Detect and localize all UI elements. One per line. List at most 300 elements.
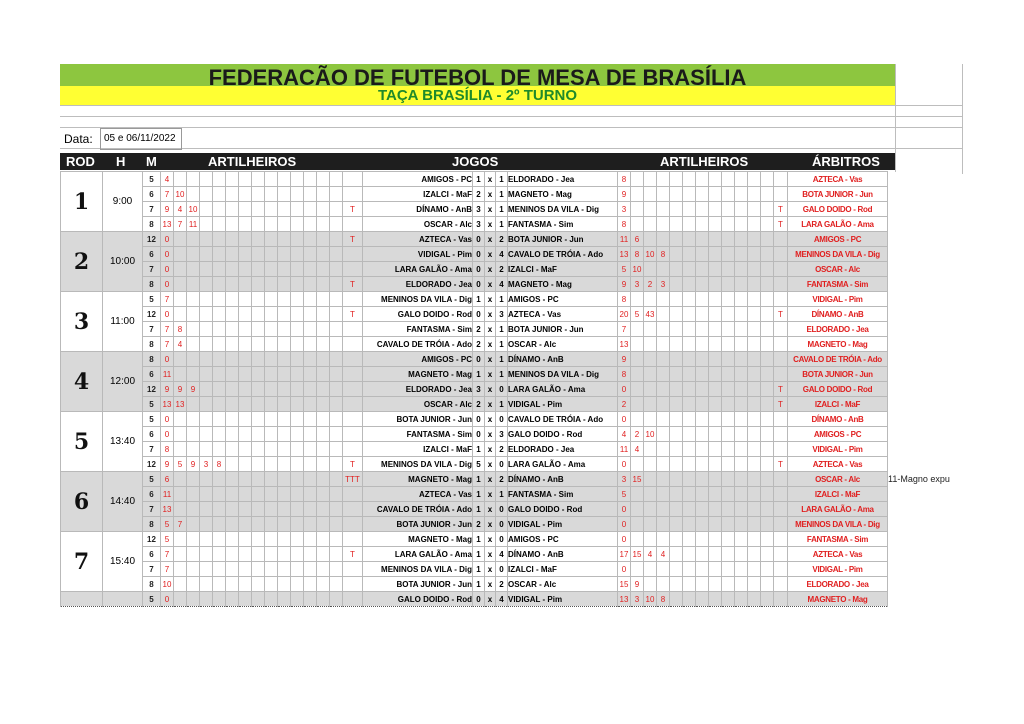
away-scorer-cell bbox=[657, 412, 670, 427]
game-row bbox=[61, 442, 956, 457]
home-scorer-cell bbox=[239, 502, 252, 517]
home-scorer-cell bbox=[200, 577, 213, 592]
score-separator: x bbox=[485, 427, 496, 442]
away-scorer-cell: 13 bbox=[618, 592, 631, 607]
away-scorer-cell bbox=[748, 232, 761, 247]
col-rod: ROD bbox=[66, 154, 95, 169]
home-scorer-cell bbox=[187, 547, 200, 562]
col-h: H bbox=[116, 154, 126, 169]
col-jogos: JOGOS bbox=[452, 154, 499, 169]
away-scorer-cell bbox=[683, 472, 696, 487]
home-scorer-cell bbox=[200, 292, 213, 307]
home-scorer-cell bbox=[278, 262, 291, 277]
home-scorer-cell bbox=[200, 187, 213, 202]
side-note bbox=[888, 367, 956, 382]
home-team: CAVALO DE TRÓIA - Ado bbox=[363, 502, 473, 517]
away-scorer-cell bbox=[657, 532, 670, 547]
away-scorer-cell: 8 bbox=[631, 247, 644, 262]
away-scorer-cell bbox=[631, 457, 644, 472]
away-scorer-cell bbox=[722, 202, 735, 217]
away-scorer-cell bbox=[644, 367, 657, 382]
away-scorer-cell bbox=[748, 397, 761, 412]
home-scorer-cell bbox=[265, 457, 278, 472]
home-scorer-cell bbox=[278, 382, 291, 397]
away-card-cell bbox=[774, 247, 788, 262]
home-scorer-cell bbox=[252, 187, 265, 202]
date-label: Data: bbox=[64, 132, 93, 146]
home-scorer-cell: 5 bbox=[161, 517, 174, 532]
home-scorer-cell bbox=[187, 502, 200, 517]
home-scorer-cell bbox=[252, 577, 265, 592]
home-scorer-cell bbox=[226, 247, 239, 262]
home-scorer-cell: 10 bbox=[174, 187, 187, 202]
home-scorer-cell bbox=[187, 577, 200, 592]
game-row bbox=[61, 412, 956, 427]
home-scorer-cell bbox=[265, 577, 278, 592]
away-team: AMIGOS - PC bbox=[508, 532, 618, 547]
away-scorer-cell bbox=[683, 307, 696, 322]
away-scorer-cell bbox=[644, 352, 657, 367]
home-scorer-cell: 7 bbox=[161, 547, 174, 562]
referee: FANTASMA - Sim bbox=[788, 532, 888, 547]
away-scorer-cell: 8 bbox=[618, 367, 631, 382]
away-scorer-cell bbox=[735, 202, 748, 217]
away-scorer-cell bbox=[735, 427, 748, 442]
away-card-cell: T bbox=[774, 397, 788, 412]
away-scorer-cell bbox=[722, 442, 735, 457]
away-scorer-cell: 0 bbox=[618, 457, 631, 472]
away-scorer-cell bbox=[631, 382, 644, 397]
home-scorer-cell bbox=[239, 472, 252, 487]
home-scorer-cell bbox=[304, 232, 317, 247]
home-scorer-cell bbox=[291, 277, 304, 292]
away-scorer-cell bbox=[696, 577, 709, 592]
side-note bbox=[888, 502, 956, 517]
table-number: 6 bbox=[143, 547, 161, 562]
referee: LARA GALÃO - Ama bbox=[788, 217, 888, 232]
home-scorer-cell bbox=[278, 502, 291, 517]
away-scorer-cell bbox=[709, 217, 722, 232]
round-number: 2 bbox=[61, 232, 103, 292]
away-scorer-cell bbox=[683, 262, 696, 277]
away-scorer-cell bbox=[670, 577, 683, 592]
away-scorer-cell bbox=[696, 457, 709, 472]
away-team: DÍNAMO - AnB bbox=[508, 472, 618, 487]
side-note bbox=[888, 232, 956, 247]
home-scorer-cell bbox=[226, 427, 239, 442]
side-note bbox=[888, 352, 956, 367]
home-scorer-cell: 13 bbox=[161, 502, 174, 517]
home-card-cell bbox=[343, 487, 363, 502]
away-scorer-cell bbox=[696, 187, 709, 202]
home-card-cell bbox=[343, 367, 363, 382]
home-scorer-cell bbox=[317, 172, 330, 187]
home-scorer-cell bbox=[200, 202, 213, 217]
away-team: LARA GALÃO - Ama bbox=[508, 382, 618, 397]
game-row bbox=[61, 262, 956, 277]
home-scorer-cell bbox=[200, 502, 213, 517]
home-scorer-cell bbox=[291, 247, 304, 262]
away-scorer-cell: 2 bbox=[644, 277, 657, 292]
home-scorer-cell bbox=[213, 547, 226, 562]
home-team: BOTA JUNIOR - Jun bbox=[363, 412, 473, 427]
home-scorer-cell bbox=[330, 307, 343, 322]
away-scorer-cell bbox=[683, 487, 696, 502]
away-scorer-cell bbox=[644, 262, 657, 277]
away-scorer-cell: 13 bbox=[618, 247, 631, 262]
home-scorer-cell bbox=[213, 307, 226, 322]
home-scorer-cell bbox=[213, 577, 226, 592]
away-scorer-cell bbox=[761, 382, 774, 397]
home-scorer-cell bbox=[213, 472, 226, 487]
away-scorer-cell bbox=[670, 457, 683, 472]
table-number: 8 bbox=[143, 337, 161, 352]
away-scorer-cell bbox=[657, 307, 670, 322]
away-scorer-cell bbox=[722, 412, 735, 427]
away-scorer-cell bbox=[683, 442, 696, 457]
away-scorer-cell bbox=[748, 562, 761, 577]
away-card-cell bbox=[774, 352, 788, 367]
home-scorer-cell bbox=[291, 322, 304, 337]
away-scorer-cell bbox=[696, 382, 709, 397]
away-scorer-cell bbox=[670, 217, 683, 232]
home-scorer-cell bbox=[226, 397, 239, 412]
home-team: FANTASMA - Sim bbox=[363, 322, 473, 337]
away-scorer-cell bbox=[709, 307, 722, 322]
away-card-cell bbox=[774, 442, 788, 457]
home-scorer-cell bbox=[239, 262, 252, 277]
referee: AMIGOS - PC bbox=[788, 427, 888, 442]
side-note bbox=[888, 202, 956, 217]
away-scorer-cell bbox=[670, 352, 683, 367]
home-scorer-cell bbox=[330, 532, 343, 547]
home-score: 2 bbox=[473, 517, 485, 532]
home-scorer-cell bbox=[200, 322, 213, 337]
table-number: 8 bbox=[143, 217, 161, 232]
home-scorer-cell bbox=[226, 442, 239, 457]
home-scorer-cell bbox=[330, 517, 343, 532]
score-separator: x bbox=[485, 457, 496, 472]
home-scorer-cell bbox=[330, 547, 343, 562]
home-scorer-cell bbox=[252, 517, 265, 532]
away-scorer-cell bbox=[761, 562, 774, 577]
home-scorer-cell bbox=[213, 262, 226, 277]
table-number: 12 bbox=[143, 532, 161, 547]
away-scorer-cell bbox=[735, 577, 748, 592]
away-scorer-cell bbox=[761, 577, 774, 592]
home-scorer-cell bbox=[174, 352, 187, 367]
away-scorer-cell bbox=[670, 472, 683, 487]
away-scorer-cell bbox=[657, 232, 670, 247]
home-scorer-cell bbox=[317, 292, 330, 307]
home-scorer-cell bbox=[278, 457, 291, 472]
away-card-cell bbox=[774, 262, 788, 277]
home-scorer-cell bbox=[291, 577, 304, 592]
home-card-cell bbox=[343, 322, 363, 337]
away-scorer-cell bbox=[644, 517, 657, 532]
home-scorer-cell bbox=[252, 502, 265, 517]
away-scorer-cell bbox=[683, 202, 696, 217]
home-score: 3 bbox=[473, 202, 485, 217]
away-scorer-cell bbox=[670, 562, 683, 577]
home-scorer-cell bbox=[174, 367, 187, 382]
referee: AMIGOS - PC bbox=[788, 232, 888, 247]
home-scorer-cell: 9 bbox=[187, 382, 200, 397]
away-scorer-cell bbox=[631, 532, 644, 547]
home-scorer-cell: 8 bbox=[174, 322, 187, 337]
home-scorer-cell: 7 bbox=[161, 337, 174, 352]
side-note bbox=[888, 277, 956, 292]
away-scorer-cell bbox=[644, 382, 657, 397]
home-scorer-cell bbox=[252, 562, 265, 577]
home-scorer-cell bbox=[239, 307, 252, 322]
referee: OSCAR - Alc bbox=[788, 472, 888, 487]
home-scorer-cell bbox=[239, 517, 252, 532]
home-scorer-cell bbox=[239, 232, 252, 247]
game-row bbox=[61, 232, 956, 247]
col-m: M bbox=[146, 154, 157, 169]
game-row bbox=[61, 397, 956, 412]
home-scorer-cell bbox=[278, 412, 291, 427]
away-scorer-cell bbox=[761, 187, 774, 202]
away-scorer-cell: 2 bbox=[631, 427, 644, 442]
away-scorer-cell: 0 bbox=[618, 517, 631, 532]
away-scorer-cell bbox=[709, 562, 722, 577]
referee: MENINOS DA VILA - Dig bbox=[788, 517, 888, 532]
away-scorer-cell: 9 bbox=[618, 187, 631, 202]
away-scorer-cell bbox=[696, 337, 709, 352]
away-scorer-cell bbox=[670, 367, 683, 382]
home-scorer-cell bbox=[174, 247, 187, 262]
side-note bbox=[888, 532, 956, 547]
home-team: ELDORADO - Jea bbox=[363, 382, 473, 397]
game-row bbox=[61, 502, 956, 517]
home-scorer-cell bbox=[200, 172, 213, 187]
table-number: 5 bbox=[143, 292, 161, 307]
away-scorer-cell: 0 bbox=[618, 562, 631, 577]
game-row bbox=[61, 322, 956, 337]
away-scorer-cell: 5 bbox=[631, 307, 644, 322]
home-scorer-cell bbox=[317, 262, 330, 277]
home-score: 1 bbox=[473, 562, 485, 577]
home-scorer-cell: 0 bbox=[161, 427, 174, 442]
away-scorer-cell bbox=[722, 532, 735, 547]
away-scorer-cell bbox=[657, 487, 670, 502]
home-scorer-cell bbox=[226, 472, 239, 487]
home-team: MAGNETO - Mag bbox=[363, 532, 473, 547]
home-scorer-cell bbox=[265, 547, 278, 562]
home-scorer-cell: 4 bbox=[174, 202, 187, 217]
round-number: 1 bbox=[61, 172, 103, 232]
home-scorer-cell bbox=[317, 532, 330, 547]
away-scorer-cell bbox=[748, 487, 761, 502]
home-score: 1 bbox=[473, 472, 485, 487]
home-scorer-cell bbox=[226, 292, 239, 307]
home-scorer-cell bbox=[304, 337, 317, 352]
away-scorer-cell bbox=[761, 292, 774, 307]
away-scorer-cell bbox=[644, 187, 657, 202]
away-scorer-cell bbox=[657, 187, 670, 202]
home-scorer-cell bbox=[330, 187, 343, 202]
away-scorer-cell bbox=[722, 247, 735, 262]
away-scorer-cell bbox=[748, 457, 761, 472]
home-scorer-cell: 5 bbox=[174, 457, 187, 472]
away-score: 4 bbox=[496, 547, 508, 562]
score-separator: x bbox=[485, 487, 496, 502]
home-scorer-cell bbox=[187, 397, 200, 412]
away-score: 1 bbox=[496, 367, 508, 382]
table-number: 5 bbox=[143, 592, 161, 607]
away-scorer-cell bbox=[722, 382, 735, 397]
home-scorer-cell bbox=[226, 487, 239, 502]
away-scorer-cell bbox=[683, 457, 696, 472]
home-scorer-cell bbox=[291, 532, 304, 547]
away-scorer-cell: 9 bbox=[631, 577, 644, 592]
side-note bbox=[888, 517, 956, 532]
home-scorer-cell bbox=[304, 502, 317, 517]
home-scorer-cell bbox=[291, 367, 304, 382]
home-scorer-cell bbox=[252, 292, 265, 307]
home-scorer-cell bbox=[317, 367, 330, 382]
away-scorer-cell bbox=[761, 397, 774, 412]
away-scorer-cell bbox=[761, 517, 774, 532]
home-card-cell bbox=[343, 442, 363, 457]
home-scorer-cell bbox=[330, 262, 343, 277]
away-scorer-cell bbox=[748, 172, 761, 187]
home-scorer-cell bbox=[317, 592, 330, 607]
away-card-cell: T bbox=[774, 382, 788, 397]
home-scorer-cell: 0 bbox=[161, 307, 174, 322]
home-team: MENINOS DA VILA - Dig bbox=[363, 457, 473, 472]
away-scorer-cell bbox=[683, 427, 696, 442]
away-scorer-cell: 4 bbox=[657, 547, 670, 562]
home-scorer-cell bbox=[317, 487, 330, 502]
home-scorer-cell bbox=[213, 562, 226, 577]
away-scorer-cell bbox=[709, 352, 722, 367]
away-scorer-cell bbox=[722, 217, 735, 232]
home-scorer-cell bbox=[252, 352, 265, 367]
home-scorer-cell bbox=[213, 352, 226, 367]
away-scorer-cell bbox=[735, 217, 748, 232]
away-scorer-cell bbox=[644, 172, 657, 187]
home-scorer-cell bbox=[213, 532, 226, 547]
home-scorer-cell bbox=[174, 412, 187, 427]
side-note bbox=[888, 322, 956, 337]
away-scorer-cell bbox=[644, 457, 657, 472]
home-scorer-cell bbox=[278, 322, 291, 337]
referee: MENINOS DA VILA - Dig bbox=[788, 247, 888, 262]
home-scorer-cell bbox=[174, 307, 187, 322]
away-scorer-cell bbox=[722, 337, 735, 352]
home-card-cell: TTT bbox=[343, 472, 363, 487]
away-scorer-cell bbox=[696, 502, 709, 517]
away-scorer-cell bbox=[696, 592, 709, 607]
home-scorer-cell: 0 bbox=[161, 412, 174, 427]
home-score: 1 bbox=[473, 547, 485, 562]
away-scorer-cell bbox=[761, 547, 774, 562]
home-scorer-cell bbox=[330, 232, 343, 247]
away-scorer-cell bbox=[683, 217, 696, 232]
away-scorer-cell bbox=[722, 322, 735, 337]
table-number: 5 bbox=[143, 412, 161, 427]
away-scorer-cell bbox=[696, 262, 709, 277]
away-scorer-cell bbox=[735, 322, 748, 337]
away-scorer-cell: 20 bbox=[618, 307, 631, 322]
score-separator: x bbox=[485, 412, 496, 427]
away-score: 1 bbox=[496, 187, 508, 202]
away-scorer-cell bbox=[735, 307, 748, 322]
home-scorer-cell bbox=[304, 352, 317, 367]
away-card-cell bbox=[774, 367, 788, 382]
away-scorer-cell bbox=[761, 202, 774, 217]
home-scorer-cell bbox=[304, 577, 317, 592]
away-score: 1 bbox=[496, 337, 508, 352]
side-note bbox=[888, 442, 956, 457]
home-scorer-cell bbox=[304, 382, 317, 397]
home-scorer-cell bbox=[317, 517, 330, 532]
away-scorer-cell bbox=[657, 577, 670, 592]
away-score: 0 bbox=[496, 457, 508, 472]
home-scorer-cell bbox=[291, 187, 304, 202]
referee: AZTECA - Vas bbox=[788, 457, 888, 472]
away-scorer-cell bbox=[644, 442, 657, 457]
away-scorer-cell bbox=[696, 562, 709, 577]
away-scorer-cell bbox=[722, 352, 735, 367]
referee: LARA GALÃO - Ama bbox=[788, 502, 888, 517]
referee: DÍNAMO - AnB bbox=[788, 412, 888, 427]
referee: IZALCI - MaF bbox=[788, 397, 888, 412]
away-scorer-cell: 6 bbox=[631, 232, 644, 247]
home-team: IZALCI - MaF bbox=[363, 187, 473, 202]
home-scorer-cell bbox=[213, 322, 226, 337]
away-scorer-cell bbox=[644, 472, 657, 487]
away-team: MENINOS DA VILA - Dig bbox=[508, 367, 618, 382]
home-scorer-cell bbox=[174, 577, 187, 592]
referee: FANTASMA - Sim bbox=[788, 277, 888, 292]
away-score: 1 bbox=[496, 202, 508, 217]
home-scorer-cell bbox=[187, 427, 200, 442]
away-card-cell bbox=[774, 517, 788, 532]
away-scorer-cell: 4 bbox=[631, 442, 644, 457]
away-scorer-cell bbox=[709, 292, 722, 307]
away-scorer-cell bbox=[748, 517, 761, 532]
home-score: 0 bbox=[473, 427, 485, 442]
away-scorer-cell bbox=[683, 277, 696, 292]
home-scorer-cell bbox=[330, 397, 343, 412]
away-scorer-cell bbox=[735, 397, 748, 412]
home-scorer-cell bbox=[330, 442, 343, 457]
referee: MAGNETO - Mag bbox=[788, 337, 888, 352]
home-scorer-cell bbox=[304, 262, 317, 277]
home-card-cell bbox=[343, 412, 363, 427]
home-team: GALO DOIDO - Rod bbox=[363, 592, 473, 607]
away-scorer-cell: 0 bbox=[618, 532, 631, 547]
away-scorer-cell bbox=[696, 397, 709, 412]
home-scorer-cell bbox=[226, 517, 239, 532]
score-separator: x bbox=[485, 262, 496, 277]
home-scorer-cell bbox=[213, 367, 226, 382]
away-score: 3 bbox=[496, 307, 508, 322]
home-scorer-cell bbox=[317, 502, 330, 517]
home-scorer-cell bbox=[200, 397, 213, 412]
away-team: ELDORADO - Jea bbox=[508, 442, 618, 457]
home-scorer-cell bbox=[330, 382, 343, 397]
score-separator: x bbox=[485, 502, 496, 517]
away-scorer-cell bbox=[761, 217, 774, 232]
away-scorer-cell bbox=[709, 472, 722, 487]
away-scorer-cell bbox=[709, 397, 722, 412]
home-scorer-cell bbox=[304, 472, 317, 487]
